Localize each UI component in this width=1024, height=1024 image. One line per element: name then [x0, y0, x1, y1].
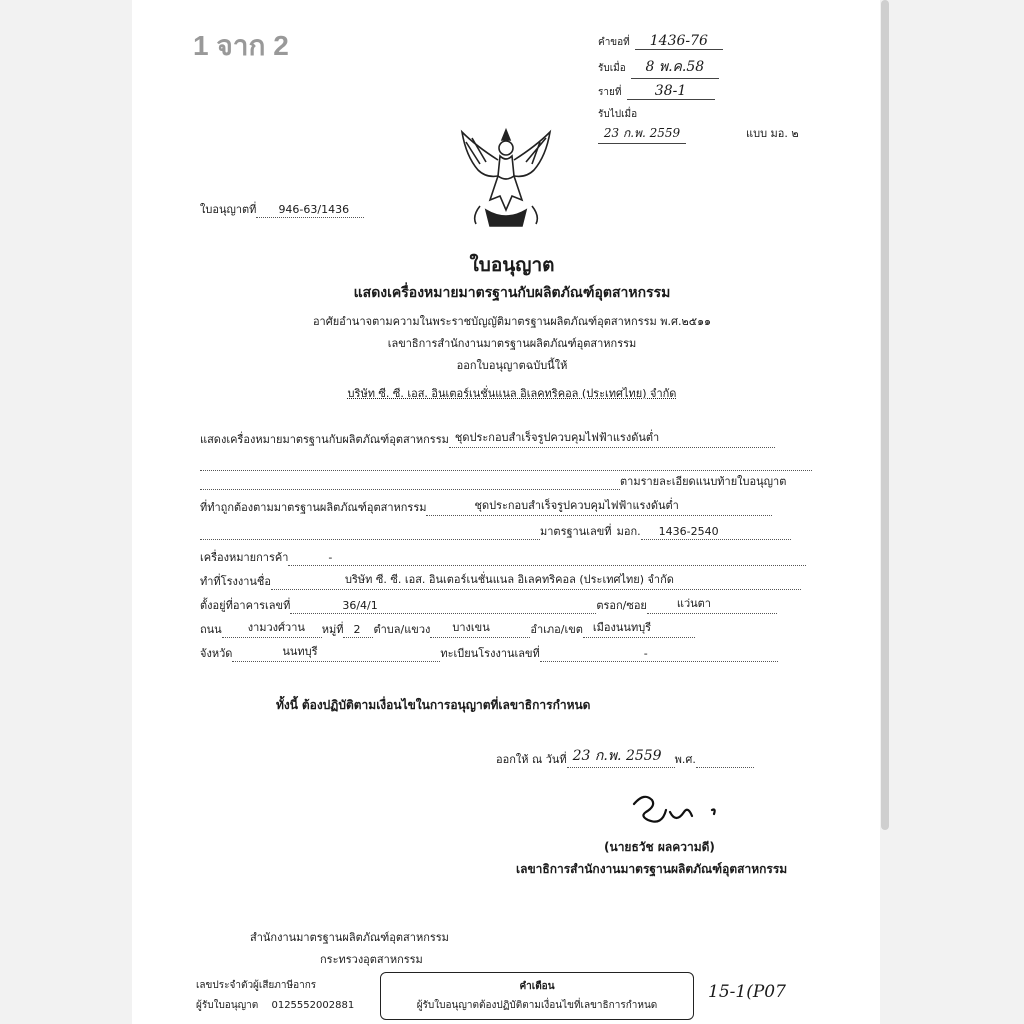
condition-line — [276, 696, 590, 715]
request-row — [598, 30, 728, 50]
standard-value: 1436-2540 — [658, 525, 719, 538]
trademark-label: เครื่องหมายการค้า — [200, 551, 289, 564]
request-label: คำขอที่ — [598, 37, 630, 48]
standard-label: มาตรฐานเลขที่ — [540, 525, 612, 538]
road-row — [200, 618, 695, 638]
delivered-row — [598, 102, 728, 144]
subdistrict-value: บางเขน — [452, 621, 490, 634]
trademark-value: - — [328, 551, 333, 564]
road-value: งามวงศ์วาน — [247, 621, 305, 634]
standard-row — [200, 520, 791, 540]
form-code: แบบ มอ. ๒ — [746, 127, 799, 140]
handwritten-note: 15-1(P07 — [708, 982, 786, 1002]
notice-title: คำเตือน — [519, 981, 555, 992]
soi-value: แว่นตา — [676, 597, 711, 610]
factory-reg-label: ทะเบียนโรงงานเลขที่ — [440, 647, 540, 660]
issue-line: ออกใบอนุญาตฉบับนี้ให้ — [456, 359, 568, 372]
document-title: ใบอนุญาต — [469, 254, 555, 276]
conform-row — [200, 496, 772, 516]
factory-value: บริษัท ซี. ซี. เอส. อินเตอร์เนชั่นแนล อิเลคทริคอล (ประเทศไทย) จำกัด — [345, 573, 674, 586]
soi-label: ตรอก/ซอย — [596, 599, 647, 612]
authority-line: อาศัยอำนาจตามความในพระราชบัญญัติมาตรฐานผลิตภัณฑ์อุตสาหกรรม พ.ศ.๒๕๑๑ — [312, 315, 712, 328]
page-counter: 1 จาก 2 — [193, 30, 289, 61]
condition-text: ต้องปฏิบัติตามเงื่อนไขในการอนุญาตที่เลขาธิการกำหนด — [301, 698, 591, 712]
building-label: ตั้งอยู่ที่อาคารเลขที่ — [200, 599, 291, 612]
notice-text: ผู้รับใบอนุญาตต้องปฏิบัติตามเงื่อนไขที่เลขาธิการกำหนด — [416, 1000, 658, 1011]
issued-value: 23 ก.พ. 2559 — [572, 748, 662, 764]
taxid-row — [196, 998, 354, 1013]
building-value: 36/4/1 — [342, 599, 378, 612]
province-row — [200, 642, 778, 662]
factory-reg-value: - — [643, 647, 648, 660]
show-mark-label: แสดงเครื่องหมายมาตรฐานกับผลิตภัณฑ์อุตสาหกรรม — [200, 433, 449, 446]
factory-row — [200, 570, 801, 590]
subdistrict-label: ตำบล/แขวง — [373, 623, 431, 636]
scrollbar[interactable] — [881, 0, 889, 830]
notice-box — [380, 972, 694, 1020]
list-row — [598, 80, 728, 100]
company-name: บริษัท ซี. ซี. เอส. อินเตอร์เนชั่นแนล อิเลคทริคอล (ประเทศไทย) จำกัด — [347, 387, 677, 400]
show-mark-value: ชุดประกอบสำเร็จรูปควบคุมไฟฟ้าแรงดันต่ำ — [454, 431, 660, 444]
request-value: 1436-76 — [635, 33, 723, 50]
conform-label: ที่ทำถูกต้องตามมาตรฐานผลิตภัณฑ์อุตสาหกรรม — [200, 501, 427, 514]
details-note: ตามรายละเอียดแนบท้ายใบอนุญาต — [620, 475, 787, 488]
show-mark-row — [200, 428, 775, 448]
dotted-line — [200, 452, 812, 471]
issued-row — [496, 748, 754, 768]
province-value: นนทบุรี — [282, 645, 318, 658]
license-no-row — [200, 198, 364, 218]
list-label: รายที่ — [598, 87, 622, 98]
received-label: รับเมื่อ — [598, 63, 626, 74]
license-no-value: 946-63/1436 — [278, 203, 350, 216]
taxid-label1: เลขประจำตัวผู้เสียภาษีอากร — [196, 980, 317, 991]
signatory-name: (นายธวัช ผลความดี) — [604, 840, 715, 854]
building-row — [200, 594, 777, 614]
issued-label: ออกให้ ณ วันที่ — [496, 753, 567, 766]
signature-icon — [626, 790, 736, 834]
delivered-label: รับไปเมื่อ — [598, 109, 638, 120]
signatory-title: เลขาธิการสำนักงานมาตรฐานผลิตภัณฑ์อุตสาหกรรม — [516, 862, 788, 876]
details-row — [200, 470, 786, 490]
issued-suffix: พ.ศ. — [674, 753, 696, 766]
delivered-value: 23 ก.พ. 2559 — [598, 124, 686, 144]
office-line2: กระทรวงอุตสาหกรรม — [320, 953, 423, 966]
conform-value: ชุดประกอบสำเร็จรูปควบคุมไฟฟ้าแรงดันต่ำ — [474, 499, 679, 512]
office-line1: สำนักงานมาตรฐานผลิตภัณฑ์อุตสาหกรรม — [250, 931, 449, 944]
condition-bold: ทั้งนี้ — [276, 698, 298, 712]
district-label: อำเภอ/เขต — [530, 623, 583, 636]
garuda-emblem-icon — [456, 126, 556, 230]
document-subtitle: แสดงเครื่องหมายมาตรฐานกับผลิตภัณฑ์อุตสาหกรรม — [353, 285, 671, 301]
taxid-label2: ผู้รับใบอนุญาต — [196, 1000, 259, 1011]
received-value: 8 พ.ค.58 — [631, 56, 719, 79]
factory-label: ทำที่โรงงานชื่อ — [200, 575, 272, 588]
secretary-line: เลขาธิการสำนักงานมาตรฐานผลิตภัณฑ์อุตสาหกรรม — [387, 337, 637, 350]
moo-label: หมู่ที่ — [321, 623, 344, 636]
standard-prefix: มอก. — [616, 525, 641, 538]
road-label: ถนน — [200, 623, 222, 636]
moo-value: 2 — [353, 623, 361, 636]
district-value: เมืองนนทบุรี — [592, 621, 652, 634]
province-label: จังหวัด — [200, 647, 233, 660]
trademark-row — [200, 546, 806, 566]
list-value: 38-1 — [627, 83, 715, 100]
received-row — [598, 56, 728, 79]
taxid-value: 0125552002881 — [271, 1000, 355, 1011]
license-no-label: ใบอนุญาตที่ — [200, 203, 257, 216]
